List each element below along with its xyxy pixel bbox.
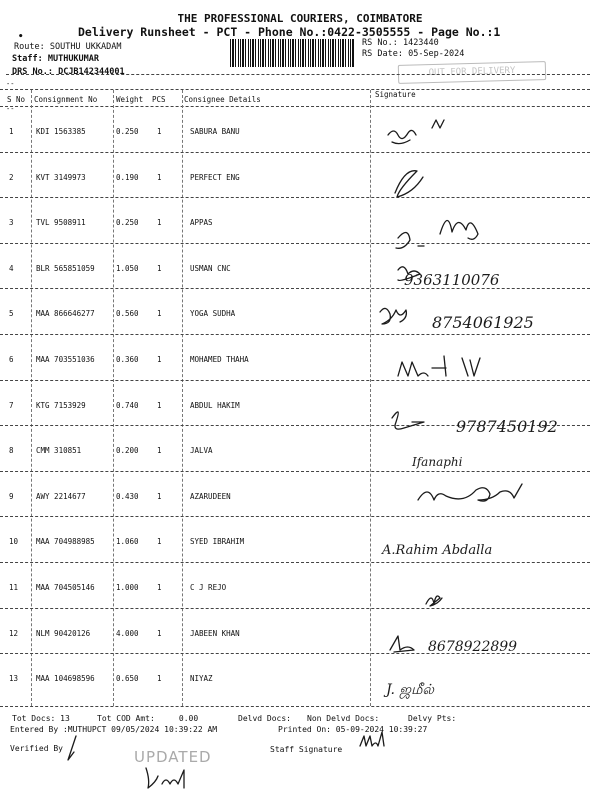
- row-weight: 0.190: [116, 172, 139, 182]
- row-sno: 10: [9, 537, 19, 547]
- updated-signature: [146, 768, 184, 788]
- row-weight: 1.060: [116, 537, 139, 547]
- row8-name: Ifanaphi: [412, 455, 463, 469]
- col-signature: Signature: [375, 90, 416, 99]
- updated-stamp: UPDATED: [134, 748, 212, 766]
- row-consignee: SABURA BANU: [190, 127, 240, 136]
- row-consignee: PERFECT ENG: [190, 172, 240, 182]
- dash-mark: --: [6, 80, 15, 88]
- row-pcs: 1: [157, 400, 162, 410]
- delvd-docs: Delvd Docs:: [238, 714, 291, 723]
- row-sno: 12: [9, 628, 19, 638]
- col-consignee: Consignee Details: [184, 95, 261, 104]
- row-consignment: KDI 1563385: [36, 127, 86, 136]
- row-consignment: AWY 2214677: [36, 491, 86, 501]
- row-consignee: USMAN CNC: [190, 263, 231, 273]
- dash-mark-2: --: [6, 105, 15, 113]
- col-consignment: Consignment No: [34, 95, 98, 104]
- row-consignee: C J REJO: [190, 583, 227, 592]
- tot-cod: Tot COD Amt: 0.00: [97, 714, 199, 723]
- row-pcs: 1: [157, 127, 162, 136]
- printed-on: Printed On: 05-09-2024 10:39:27: [278, 725, 428, 734]
- row7-phone: 9787450192: [456, 417, 558, 436]
- delvy-pts: Delvy Pts:: [408, 714, 457, 723]
- row-consignment: KVT 3149973: [36, 172, 86, 182]
- row10-name: A.Rahim Abdalla: [382, 543, 493, 558]
- row-consignee: NIYAZ: [190, 674, 213, 684]
- row-consignment: MAA 704505146: [36, 583, 95, 592]
- row-weight: 4.000: [116, 628, 139, 638]
- row5-phone: 8754061925: [432, 313, 534, 332]
- row-weight: 0.560: [116, 309, 139, 319]
- row-pcs: 1: [157, 218, 162, 228]
- rs-date-value: 05-Sep-2024: [408, 49, 465, 59]
- signature-row-1: [388, 120, 444, 144]
- row-consignee: JABEEN KHAN: [190, 628, 240, 638]
- route-value: SOUTHU UKKADAM: [49, 42, 122, 52]
- staff-value: MUTHUKUMAR: [47, 54, 100, 64]
- staff-signature-label: Staff Signature: [270, 745, 343, 754]
- row-consignee: APPAS: [190, 218, 213, 228]
- row-weight: 0.250: [116, 127, 139, 136]
- col-weight: Weight: [116, 95, 144, 104]
- row-pcs: 1: [157, 583, 162, 592]
- row-pcs: 1: [157, 446, 162, 456]
- row-weight: 1.050: [116, 263, 139, 273]
- row-weight: 0.360: [116, 355, 139, 364]
- non-delvd-docs: Non Delvd Docs:: [307, 714, 380, 723]
- row-consignment: MAA 704988985: [36, 537, 95, 547]
- row-consignee: YOGA SUDHA: [190, 309, 236, 319]
- row-consignment: CMM 310851: [36, 446, 82, 456]
- out-for-delivery-stamp: OUT FOR DELIVERY: [398, 61, 546, 84]
- tot-docs: Tot Docs: 13: [12, 714, 70, 723]
- signature-row-5: [380, 308, 406, 324]
- drs-label: DRS No.:: [12, 67, 53, 77]
- row4-phone: 9363110076: [404, 271, 500, 289]
- row-consignment: BLR 565851059: [36, 263, 95, 273]
- row-sno: 9: [9, 491, 14, 501]
- row-consignment: MAA 866646277: [36, 309, 95, 319]
- row-pcs: 1: [157, 309, 162, 319]
- row-sno: 1: [9, 127, 14, 136]
- row-sno: 2: [9, 172, 14, 182]
- footer-rule: [0, 706, 590, 707]
- row-pcs: 1: [157, 355, 162, 364]
- row-sno: 7: [9, 400, 14, 410]
- row-consignment: NLM 90420126: [36, 628, 91, 638]
- row-sno: 4: [9, 263, 14, 273]
- row-consignee: JALVA: [190, 446, 213, 456]
- signature-row-12: [390, 636, 414, 652]
- row-consignment: MAA 703551036: [36, 355, 95, 364]
- row-consignment: MAA 104698596: [36, 674, 95, 684]
- signature-row-7: [392, 412, 424, 429]
- row-sno: 13: [9, 674, 19, 684]
- row-weight: 1.000: [116, 583, 139, 592]
- row-pcs: 1: [157, 674, 162, 684]
- row-sno: 3: [9, 218, 14, 228]
- row-weight: 0.740: [116, 400, 139, 410]
- signature-row-11: [426, 596, 442, 606]
- row-consignee: ABDUL HAKIM: [190, 400, 240, 410]
- row12-phone: 8678922899: [428, 639, 518, 655]
- company-title: THE PROFESSIONAL COURIERS, COIMBATORE: [177, 12, 423, 25]
- row-consignee: MOHAMED THAHA: [190, 355, 249, 364]
- col-pcs: PCS: [152, 95, 166, 104]
- signature-row-3: [396, 220, 478, 248]
- row-consignee: AZARUDEEN: [190, 491, 231, 501]
- rs-date-label: RS Date:: [362, 49, 403, 59]
- signature-row-9: [418, 484, 522, 501]
- row-consignment: KTG 7153929: [36, 400, 86, 410]
- row-sno: 6: [9, 355, 14, 364]
- verified-signature: [68, 736, 76, 760]
- drs-value: DCJB142344001: [58, 67, 125, 77]
- verified-by-label: Verified By: [10, 744, 63, 753]
- signature-row-2: [395, 171, 423, 197]
- rs-no-value: 1423440: [402, 38, 439, 48]
- row-consignment: TVL 9508911: [36, 218, 86, 228]
- signature-row-6: [398, 356, 480, 376]
- entered-by: Entered By :MUTHUPCT 09/05/2024 10:39:22 AM: [10, 725, 218, 734]
- row-pcs: 1: [157, 172, 162, 182]
- row-pcs: 1: [157, 263, 162, 273]
- row-sno: 8: [9, 446, 14, 456]
- row-weight: 0.200: [116, 446, 139, 456]
- row-weight: 0.250: [116, 218, 139, 228]
- row-pcs: 1: [157, 628, 162, 638]
- row13-name: J. ஜமீல்: [386, 682, 435, 698]
- row-sno: 11: [9, 583, 19, 592]
- col-sno: S No: [7, 95, 26, 104]
- row-sno: 5: [9, 309, 14, 319]
- row-consignee: SYED IBRAHIM: [190, 537, 245, 547]
- staff-label: Staff:: [12, 54, 43, 64]
- rs-no-label: RS No.:: [362, 38, 398, 48]
- bullet-dot: •: [18, 32, 24, 42]
- row-pcs: 1: [157, 491, 162, 501]
- row-pcs: 1: [157, 537, 162, 547]
- row-weight: 0.650: [116, 674, 139, 684]
- route-label: Route:: [14, 42, 45, 52]
- runsheet-subtitle: Delivery Runsheet - PCT - Phone No.:0422-3505555 - Page No.:1: [78, 25, 501, 39]
- staff-signature-mark: [360, 732, 384, 746]
- row-weight: 0.430: [116, 491, 139, 501]
